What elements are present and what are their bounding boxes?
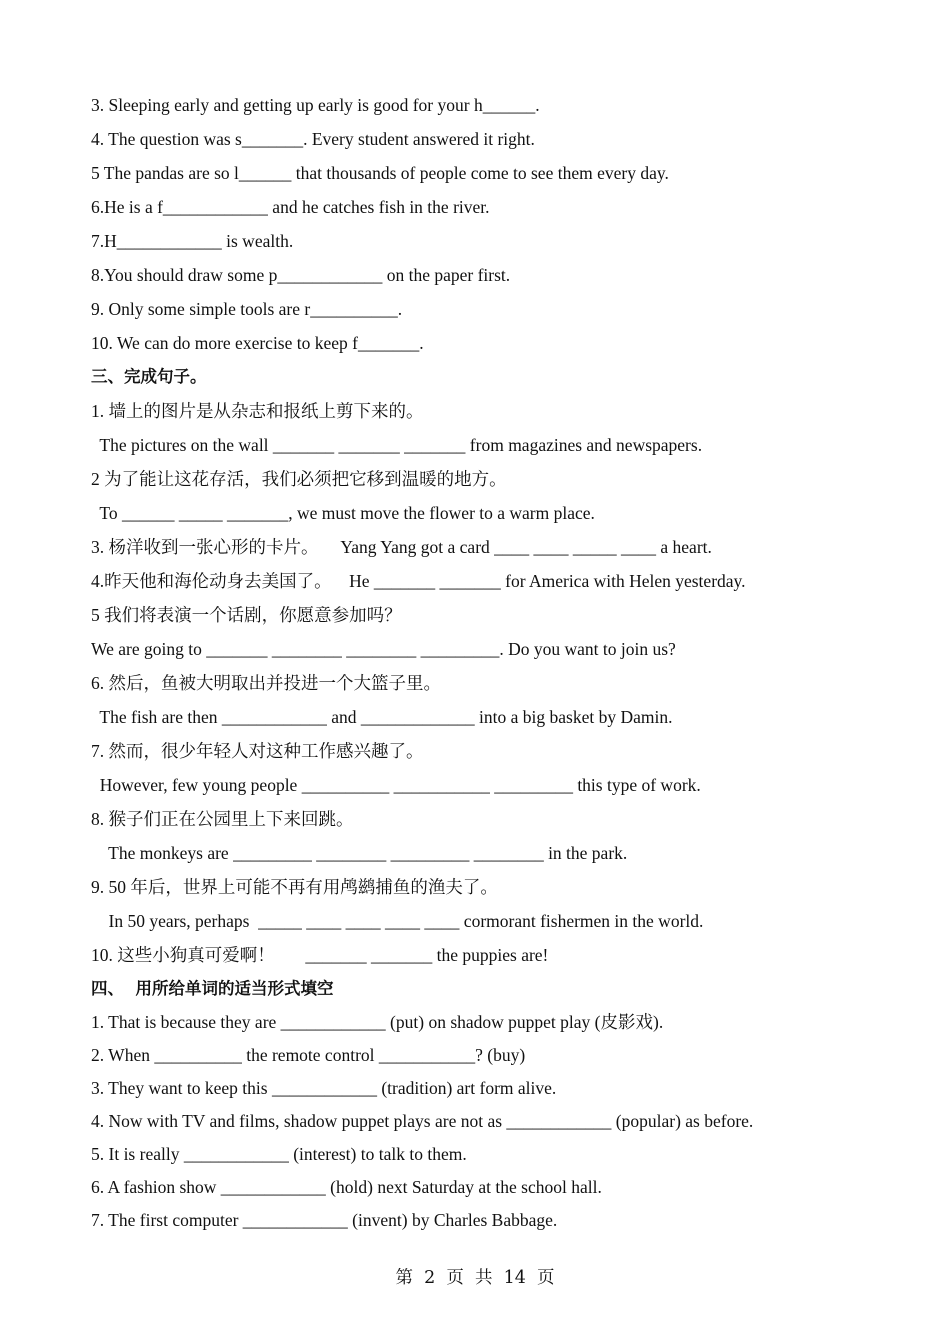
exercise-line: 3. They want to keep this ____________ (tradition) art form alive. <box>91 1078 557 1098</box>
exercise-line: 3. Sleeping early and getting up early is good for your h______. <box>91 95 540 115</box>
exercise-line: To ______ _____ _______, we must move the flower to a warm place. <box>91 503 595 523</box>
exercise-line: The pictures on the wall _______ _______ _______ from magazines and newspapers. <box>91 435 703 455</box>
exercise-line: 4. Now with TV and films, shadow puppet plays are not as ____________ (popular) as before. <box>91 1111 754 1131</box>
exercise-line: We are going to _______ ________ ________ _________. Do you want to join us? <box>91 639 676 659</box>
exercise-line: 10. We can do more exercise to keep f_______. <box>91 333 424 353</box>
exercise-line: 2 为了能让这花存活，我们必须把它移到温暖的地方。 <box>91 469 507 489</box>
exercise-line: 3. 杨洋收到一张心形的卡片。 Yang Yang got a card ____ ____ _____ ____ a heart. <box>91 537 712 557</box>
exercise-line: 1. 墙上的图片是从杂志和报纸上剪下来的。 <box>91 401 424 421</box>
page-number-footer: 第 2 页 共 14 页 <box>395 1268 555 1288</box>
exercise-line: 7.H____________ is wealth. <box>91 231 294 251</box>
section-4 <box>91 972 891 1237</box>
exercise-line: 6.He is a f____________ and he catches fish in the river. <box>91 197 490 217</box>
exercise-line: 2. When __________ the remote control ___________? (buy) <box>91 1045 526 1065</box>
exercise-line: 8. 猴子们正在公园里上下来回跳。 <box>91 809 354 829</box>
section-3 <box>91 360 891 972</box>
section-4-heading: 四、 用所给单词的适当形式填空 <box>91 979 334 998</box>
exercise-line: 4.昨天他和海伦动身去美国了。 He _______ _______ for America with Helen yesterday. <box>91 571 746 591</box>
exercise-line: 9. 50 年后，世界上可能不再有用鸬鹚捕鱼的渔夫了。 <box>91 877 498 897</box>
page-content <box>91 88 891 1237</box>
exercise-line: 5 The pandas are so l______ that thousands of people come to see them every day. <box>91 163 669 183</box>
exercise-line: The fish are then ____________ and _____________ into a big basket by Damin. <box>91 707 673 727</box>
exercise-line: 5 我们将表演一个话剧，你愿意参加吗？ <box>91 605 402 625</box>
exercise-line: 8.You should draw some p____________ on the paper first. <box>91 265 511 285</box>
exercise-line: 6. A fashion show ____________ (hold) next Saturday at the school hall. <box>91 1177 602 1197</box>
exercise-line: 4. The question was s_______. Every student answered it right. <box>91 129 535 149</box>
exercise-line: 9. Only some simple tools are r__________. <box>91 299 403 319</box>
exercise-line: In 50 years, perhaps _____ ____ ____ ____ ____ cormorant fishermen in the world. <box>91 911 704 931</box>
exercise-line: 10. 这些小狗真可爱啊！ _______ _______ the puppies are! <box>91 945 549 965</box>
exercise-line: However, few young people __________ ___________ _________ this type of work. <box>91 775 701 795</box>
exercise-line: 6. 然后，鱼被大明取出并投进一个大篮子里。 <box>91 673 441 693</box>
exercise-line: 7. 然而，很少年轻人对这种工作感兴趣了。 <box>91 741 424 761</box>
section-3-heading: 三、完成句子。 <box>91 367 207 386</box>
exercise-line: 5. It is really ____________ (interest) to talk to them. <box>91 1144 467 1164</box>
exercise-line: 1. That is because they are ____________ (put) on shadow puppet play (皮影戏). <box>91 1012 664 1032</box>
exercise-line: The monkeys are _________ ________ _________ ________ in the park. <box>91 843 628 863</box>
section-2-items <box>91 88 891 360</box>
exercise-line: 7. The first computer ____________ (invent) by Charles Babbage. <box>91 1210 558 1230</box>
